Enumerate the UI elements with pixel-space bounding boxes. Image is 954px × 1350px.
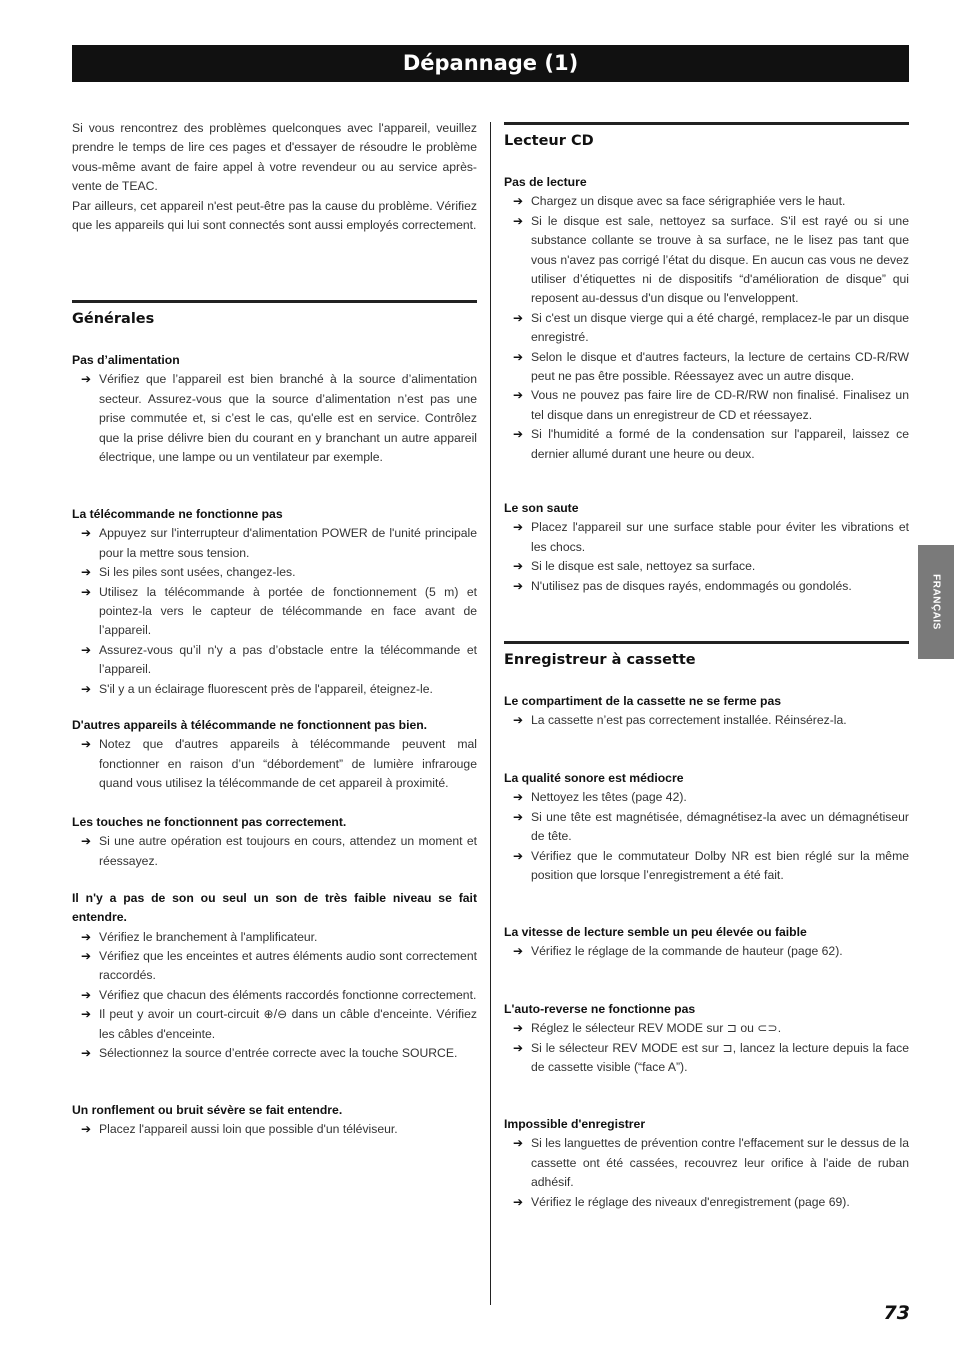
solution-item: ➔ Si une autre opération est toujours en cours, attendez un moment et réessayez. (81, 834, 477, 868)
solution-item: ➔ Si les languettes de prévention contre l'effacement sur le dessus de la cassette ont été cassées, recouvrez leur orifice à l'aide de ruban adhésif. (513, 1136, 909, 1190)
solution-item: ➔ Vérifiez le branchement à l'amplificateur. (72, 928, 477, 947)
problem-title: D'autres appareils à télécommande ne fonctionnent pas bien. (72, 718, 428, 732)
solution-item: ➔ Vérifiez le réglage de la commande de hauteur (page 62). (504, 942, 909, 961)
solution-item: ➔ Réglez le sélecteur REV MODE sur ⊐ ou ⊂⊃. (504, 1019, 909, 1038)
section-title: Générales (72, 311, 155, 327)
solution-item: ➔ Si les piles sont usées, changez-les. (72, 563, 477, 582)
solution-item: ➔ Notez que d'autres appareils à télécommande peuvent mal fonctionner en raison d’un “débordement” de lumière infrarouge quand vous utilisez la télécommande de cet appareil à proximité. (81, 737, 477, 791)
problem-title: Les touches ne fonctionnent pas correctement. (72, 815, 347, 829)
trouble-block-auto-reverse (504, 1000, 909, 1078)
solution-item: ➔ N'utilisez pas de disques rayés, endommagés ou gondolés. (504, 577, 909, 596)
problem-title: Le compartiment de la cassette ne se ferme pas (504, 694, 782, 708)
language-tab (918, 545, 954, 659)
solution-item: ➔ Appuyez sur l'interrupteur d'alimentation POWER de l'unité principale pour la mettre sous tension. (81, 526, 477, 560)
arrow-icon: ➔ (81, 929, 92, 944)
problem-title: La télécommande ne fonctionne pas (72, 507, 283, 521)
trouble-block-qualite-sonore (504, 769, 909, 885)
solution-item: ➔ Vous ne pouvez pas faire lire de CD-R/RW non finalisé. Finalisez un tel disque dans un enregistreur de CD et réessayez. (513, 388, 909, 422)
problem-title: Le son saute (504, 501, 579, 515)
section-lecteur-cd (504, 122, 909, 149)
arrow-icon: ➔ (513, 809, 524, 824)
arrow-icon: ➔ (513, 310, 524, 325)
solution-item: ➔ Si le disque est sale, nettoyez sa surface. (504, 557, 909, 576)
trouble-block-autres-appareils (72, 716, 477, 794)
solution-item: ➔ Selon le disque et d'autres facteurs, la lecture de certains CD-R/RW peut ne pas être possible. Réessayez avec un autre disque. (513, 349, 909, 383)
arrow-icon: ➔ (513, 713, 524, 728)
arrow-icon: ➔ (81, 584, 92, 599)
arrow-icon: ➔ (81, 1122, 92, 1137)
solution-item: ➔ Chargez un disque avec sa face sérigraphiée vers le haut. (504, 192, 909, 211)
solution-item: ➔ Si le sélecteur REV MODE est sur ⊐, lancez la lecture depuis la face de cassette visible (“face A”). (513, 1040, 909, 1075)
trouble-block-impossible-enregistrer (504, 1115, 909, 1212)
solution-item: ➔ S'il y a un éclairage fluorescent près de l'appareil, éteignez-le. (72, 680, 477, 699)
arrow-icon: ➔ (513, 1021, 524, 1036)
arrow-icon: ➔ (513, 578, 524, 593)
arrow-icon: ➔ (81, 987, 92, 1002)
intro-text (72, 119, 477, 235)
section-rule (504, 641, 909, 644)
arrow-icon: ➔ (513, 944, 524, 959)
trouble-block-pas-de-son (72, 889, 477, 1063)
arrow-icon: ➔ (513, 559, 524, 574)
arrow-icon: ➔ (81, 565, 92, 580)
solution-item: ➔ Si l'humidité a formé de la condensation sur l'appareil, laissez ce dernier allumé durant une heure ou deux. (513, 427, 909, 461)
solution-item: ➔ Si le disque est sale, nettoyez sa surface. S'il est rayé ou si une substance collante se trouve à sa surface, ne le lisez pas tant que vous n'avez pas corrigé l’état du disque. En aucun cas vous ne devez utiliser d’étiquettes ni de dispositifs “d'amélioration de disque” qui reposent au-dessus d'un disque ou l'enveloppent. (513, 213, 909, 306)
solution-item: ➔ Vérifiez que les enceintes et autres éléments audio sont correctement raccordés. (81, 949, 477, 983)
arrow-icon: ➔ (513, 388, 524, 403)
trouble-block-telecommande (72, 505, 477, 699)
trouble-block-ronflement (72, 1101, 477, 1140)
arrow-icon: ➔ (513, 790, 524, 805)
section-rule (72, 300, 477, 303)
arrow-icon: ➔ (81, 949, 92, 963)
intro-paragraph: Si vous rencontrez des problèmes quelconques avec l'appareil, veuillez prendre le temps de lire ces pages et d'essayer de résoudre le problème vous-même avant de faire appel à votre revendeur ou au service après-vente de TEAC. (72, 121, 477, 194)
solution-item: ➔ Placez l'appareil sur une surface stable pour éviter les vibrations et les chocs. (513, 520, 909, 554)
arrow-icon: ➔ (81, 642, 92, 657)
trouble-block-vitesse (504, 923, 909, 962)
arrow-icon: ➔ (513, 349, 524, 364)
trouble-block-pas-de-lecture (504, 173, 909, 464)
solution-item: ➔ Nettoyez les têtes (page 42). (504, 788, 909, 807)
solution-item: ➔ La cassette n’est pas correctement installée. Réinsérez-la. (504, 711, 909, 730)
arrow-icon: ➔ (513, 427, 524, 442)
solution-item: ➔ Vérifiez que l’appareil est bien branché à la source d’alimentation secteur. Assurez-vous que la source d’alimentation n’est pas une prise commutée et, si c’est le cas, qu'elle est en service. Contrôlez que la prise délivre bien du courant en y branchant un autre appareil électrique, une lampe ou un ventilateur par exemple. (81, 372, 477, 464)
solution-item: ➔ Si c'est un disque vierge qui a été chargé, remplacez-le par un disque enregistré. (513, 310, 909, 345)
arrow-icon: ➔ (81, 834, 92, 849)
solution-item: ➔ Vérifiez le réglage des niveaux d'enregistrement (page 69). (504, 1193, 909, 1212)
arrow-icon: ➔ (513, 520, 524, 535)
page-title: Dépannage (1) (72, 45, 909, 82)
section-rule (504, 122, 909, 125)
problem-title: Impossible d'enregistrer (504, 1117, 646, 1131)
trouble-block-pas-alimentation (72, 351, 477, 467)
arrow-icon: ➔ (513, 213, 524, 228)
solution-item: ➔ Assurez-vous qu’il n'y a pas d’obstacle entre la télécommande et l’appareil. (81, 642, 477, 677)
problem-title: Un ronflement ou bruit sévère se fait entendre. (72, 1103, 343, 1117)
section-enregistreur-cassette (504, 641, 909, 668)
trouble-block-compartiment (504, 692, 909, 731)
problem-title: Il n'y a pas de son ou seul un son de très faible niveau se fait entendre. (72, 891, 477, 925)
solution-item: ➔ Vérifiez que le commutateur Dolby NR est bien réglé sur la même position que lorsque l’enregistrement a été fait. (513, 848, 909, 882)
problem-title: La vitesse de lecture semble un peu élevée ou faible (504, 925, 807, 939)
arrow-icon: ➔ (81, 737, 92, 752)
solution-item: ➔ Il peut y avoir un court-circuit ⊕/⊖ dans un câble d'enceinte. Vérifiez les câbles d'enceinte. (81, 1007, 477, 1041)
problem-title: Pas d’alimentation (72, 353, 180, 367)
trouble-block-touches (72, 813, 477, 871)
arrow-icon: ➔ (513, 848, 524, 863)
problem-title: L'auto-reverse ne fonctionne pas (504, 1002, 696, 1016)
arrow-icon: ➔ (81, 1007, 92, 1022)
arrow-icon: ➔ (81, 681, 92, 696)
arrow-icon: ➔ (513, 1040, 524, 1055)
solution-item: ➔ Sélectionnez la source d’entrée correcte avec la touche SOURCE. (72, 1044, 477, 1063)
solution-item: ➔ Vérifiez que chacun des éléments raccordés fonctionne correctement. (72, 986, 477, 1005)
solution-item: ➔ Utilisez la télécommande à portée de fonctionnement (5 m) et pointez-la vers le capteur de télécommande en face avant de l’appareil. (81, 584, 477, 638)
section-title: Lecteur CD (504, 133, 594, 149)
column-divider (490, 122, 491, 1305)
section-generales (72, 300, 477, 327)
arrow-icon: ➔ (513, 1136, 524, 1151)
language-label: FRANÇAIS (930, 574, 942, 630)
intro-paragraph: Par ailleurs, cet appareil n'est peut-être pas la cause du problème. Vérifiez que les appareils qui lui sont connectés sont aussi employés correctement. (72, 198, 477, 233)
trouble-block-son-saute (504, 499, 909, 596)
arrow-icon: ➔ (81, 372, 92, 387)
arrow-icon: ➔ (81, 526, 92, 541)
arrow-icon: ➔ (81, 1046, 92, 1061)
solution-item: ➔ Placez l'appareil aussi loin que possible d'un téléviseur. (72, 1120, 477, 1139)
problem-title: La qualité sonore est médiocre (504, 771, 684, 785)
solution-item: ➔ Si une tête est magnétisée, démagnétisez-la avec un démagnétiseur de tête. (513, 809, 909, 844)
section-title: Enregistreur à cassette (504, 652, 696, 668)
problem-title: Pas de lecture (504, 175, 587, 189)
arrow-icon: ➔ (513, 1194, 524, 1209)
page-number: 73 (883, 1302, 910, 1324)
arrow-icon: ➔ (513, 194, 524, 209)
